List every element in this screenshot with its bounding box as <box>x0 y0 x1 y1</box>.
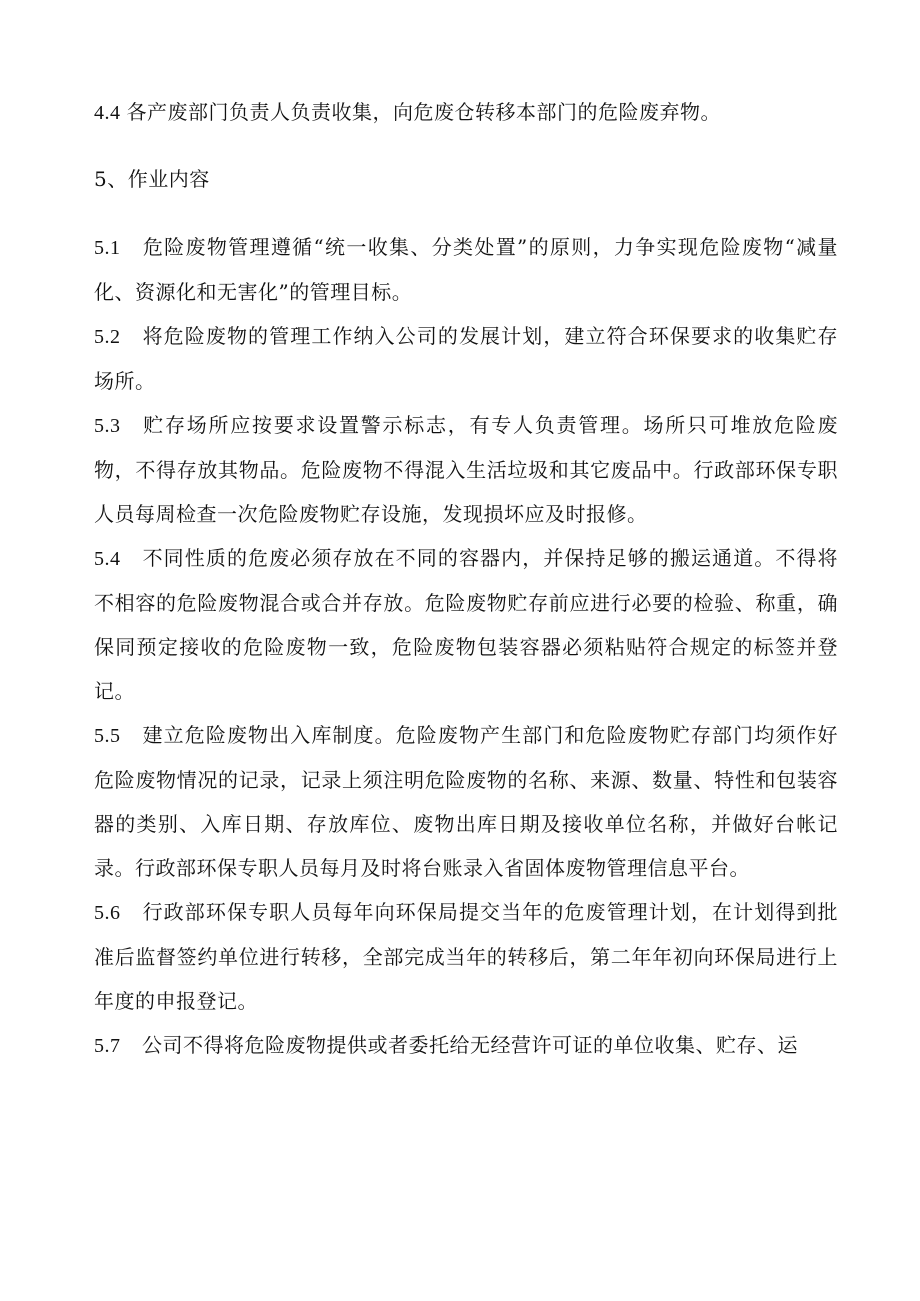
clause-5-4 <box>94 536 838 713</box>
section-5-title: 5、作业内容 <box>94 167 210 191</box>
document-body <box>94 90 838 1068</box>
clause-text: 贮存场所应按要求设置警示标志，有专人负责管理。场所只可堆放危险废物，不得存放其物品。危险废物不得混入生活垃圾和其它废品中。行政部环保专职人员每周检查一次危险废物贮存设施，发现损坏应及时报修。 <box>94 413 838 526</box>
clause-number: 5.5 <box>94 725 121 747</box>
clause-number: 5.1 <box>94 237 121 259</box>
clause-5-6 <box>94 890 838 1023</box>
clause-number: 5.2 <box>94 326 121 348</box>
clause-5-7 <box>94 1023 838 1068</box>
clause-text: 行政部环保专职人员每年向环保局提交当年的危废管理计划，在计划得到批准后监督签约单位进行转移，全部完成当年的转移后，第二年年初向环保局进行上年度的申报登记。 <box>94 900 838 1013</box>
clause-5-2 <box>94 314 838 403</box>
clause-text: 危险废物管理遵循“统一收集、分类处置”的原则，力争实现危险废物“减量化、资源化和无害化”的管理目标。 <box>94 235 838 304</box>
clause-text: 将危险废物的管理工作纳入公司的发展计划，建立符合环保要求的收集贮存场所。 <box>94 324 838 393</box>
clause-number: 5.6 <box>94 902 121 924</box>
clause-text: 建立危险废物出入库制度。危险废物产生部门和危险废物贮存部门均须作好危险废物情况的记录，记录上须注明危险废物的名称、来源、数量、特性和包装容器的类别、入库日期、存放库位、废物出库日期及接收单位名称，并做好台帐记录。行政部环保专职人员每月及时将台账录入省固体废物管理信息平台。 <box>94 723 838 880</box>
clause-number: 5.3 <box>94 415 121 437</box>
clause-5-3 <box>94 403 838 536</box>
clause-5-5 <box>94 713 838 890</box>
clause-text: 各产废部门负责人负责收集，向危废仓转移本部门的危险废弃物。 <box>126 100 721 124</box>
clause-number: 5.4 <box>94 548 121 570</box>
clause-text: 公司不得将危险废物提供或者委托给无经营许可证的单位收集、贮存、运 <box>142 1033 798 1057</box>
clause-text: 不同性质的危废必须存放在不同的容器内，并保持足够的搬运通道。不得将不相容的危险废物混合或合并存放。危险废物贮存前应进行必要的检验、称重，确保同预定接收的危险废物一致，危险废物包装容器必须粘贴符合规定的标签并登记。 <box>94 546 838 703</box>
clause-number: 5.7 <box>94 1035 121 1057</box>
clause-5-1 <box>94 225 838 314</box>
clause-number: 4.4 <box>94 102 121 124</box>
clause-4-4 <box>94 90 838 135</box>
